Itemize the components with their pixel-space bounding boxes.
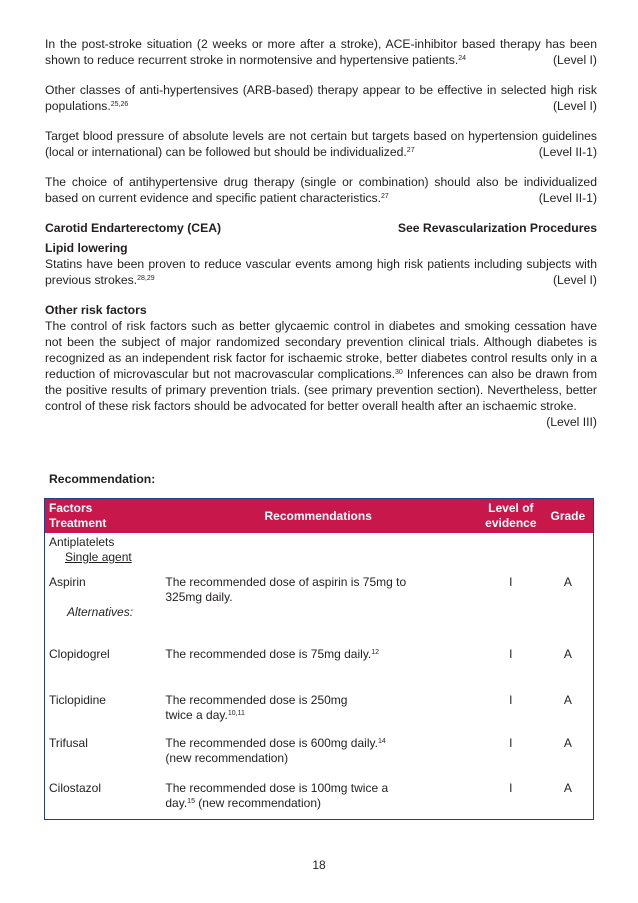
reference: 12 <box>371 649 380 656</box>
paragraph-text: In the post-stroke situation (2 weeks or more after a stroke), ACE-inhibitor based therapy has been shown to reduce recurrent stroke in normotensive and hypertensive patients. <box>45 37 597 67</box>
drug-cell <box>45 565 158 639</box>
recommendation-note: (new recommendation) <box>194 796 322 810</box>
header-grade: Grade <box>543 499 594 534</box>
lipid-lowering-section <box>45 240 597 288</box>
header-factors-treatment <box>45 499 158 534</box>
paragraph-text: Target blood pressure of absolute levels are not certain but targets based on hypertension guidelines (local or international) can be followed but should be individualized. <box>45 129 597 159</box>
evidence-level: (Level I) <box>552 273 597 287</box>
grade-cell: A <box>563 736 572 750</box>
recommendation-cell <box>157 777 479 819</box>
level-cell: I <box>509 575 513 589</box>
level-cell: I <box>509 781 513 795</box>
recommendation-title: Recommendation: <box>49 472 156 486</box>
recommendation-text: The recommended dose of aspirin is 75mg to 325mg daily. <box>165 575 407 604</box>
drug-cell: Ticlopidine <box>49 693 106 707</box>
table-header-row <box>45 499 594 534</box>
section-text: The control of risk factors such as better glycaemic control in diabetes and smoking cessation have not been the subject of major randomized secondary prevention clinical trials. Although diabetes is recognized as an independent risk factor for ischaemic stroke, better diabetes control results only in a reduction of microvascular but not macrovascular complications. <box>45 319 597 381</box>
drug-name: Aspirin <box>49 575 86 589</box>
recommendation-text: The recommended dose is 75mg daily. <box>165 647 372 661</box>
section-text: Statins have been proven to reduce vascular events among high risk patients including subjects with previous strokes. <box>45 257 597 287</box>
reference: 28,29 <box>137 275 155 282</box>
grade-cell: A <box>563 575 572 589</box>
antiplatelets-cell <box>45 533 158 565</box>
header-factors: Factors <box>49 501 93 515</box>
reference: 24 <box>458 55 467 62</box>
antiplatelets-label: Antiplatelets <box>49 535 115 549</box>
section-text-block <box>45 318 598 429</box>
header-treatment: Treatment <box>49 516 107 530</box>
section-text-block <box>45 256 597 288</box>
recommendation-text: The recommended dose is 600mg daily. <box>165 736 378 750</box>
table-row <box>45 777 594 819</box>
header-level: Level of evidence <box>479 499 543 534</box>
evidence-level: (Level I) <box>552 53 597 67</box>
table-row <box>45 685 594 731</box>
drug-cell: Cilostazol <box>49 781 102 795</box>
recommendation-text: The recommended dose is 250mg twice a day. <box>165 693 348 722</box>
evidence-level: (Level I) <box>552 99 597 113</box>
level-cell: I <box>509 647 513 661</box>
header-recommendations: Recommendations <box>157 499 479 534</box>
paragraph-drug-choice <box>45 174 597 206</box>
paragraph-target-bp <box>45 128 597 160</box>
recommendation-text: The recommended dose is 100mg twice a day. <box>165 781 389 810</box>
cea-heading: Carotid Endarterectomy (CEA) <box>45 221 222 235</box>
section-title: Other risk factors <box>45 303 147 317</box>
evidence-level: (Level II-1) <box>538 191 597 205</box>
section-title: Lipid lowering <box>45 241 128 255</box>
other-risk-factors-section <box>45 302 598 429</box>
reference: 27 <box>381 193 389 200</box>
page-number: 18 <box>312 858 326 872</box>
evidence-level: (Level III) <box>546 415 597 429</box>
table-row <box>45 731 594 777</box>
paragraph-text: Other classes of anti-hypertensives (ARB-based) therapy appear to be effective in selected high risk populations. <box>45 83 597 113</box>
table-row <box>45 533 594 565</box>
single-agent-label: Single agent <box>65 550 132 564</box>
drug-cell: Clopidogrel <box>49 647 110 661</box>
reference: 25,26 <box>110 101 129 108</box>
table-row <box>45 565 594 639</box>
drug-cell: Trifusal <box>49 736 88 750</box>
grade-cell: A <box>563 693 572 707</box>
recommendation-cell <box>157 639 479 685</box>
evidence-level: (Level II-1) <box>538 145 597 159</box>
alternatives-label: Alternatives: <box>67 605 134 619</box>
recommendation-cell <box>157 685 479 731</box>
reference: 10,11 <box>227 710 245 717</box>
document-body <box>45 36 597 430</box>
recommendation-table <box>44 498 594 820</box>
reference: 15 <box>187 798 195 805</box>
paragraph-arb <box>45 82 597 114</box>
cea-see-also: See Revascularization Procedures <box>397 221 597 235</box>
reference: 14 <box>377 738 386 745</box>
section-text-cont: Inferences can also be drawn from the positive results of primary prevention trials. (see primary prevention section). Nevertheless, better control of these risk factors should be advocated for better overall health after an ischaemic stroke. <box>45 367 598 413</box>
reference: 27 <box>406 147 415 154</box>
grade-cell: A <box>563 781 572 795</box>
level-cell: I <box>509 736 513 750</box>
paragraph-text: The choice of antihypertensive drug therapy (single or combination) should also be individualized based on current evidence and specific patient characteristics. <box>45 175 597 205</box>
table-row <box>45 639 594 685</box>
paragraph-ace-inhibitor <box>45 36 597 68</box>
recommendation-cell <box>157 565 479 639</box>
reference: 30 <box>395 369 403 376</box>
cea-heading-row <box>45 220 597 236</box>
level-cell: I <box>509 693 513 707</box>
grade-cell: A <box>563 647 572 661</box>
recommendation-cell <box>157 731 479 777</box>
recommendation-note: (new recommendation) <box>165 751 289 765</box>
